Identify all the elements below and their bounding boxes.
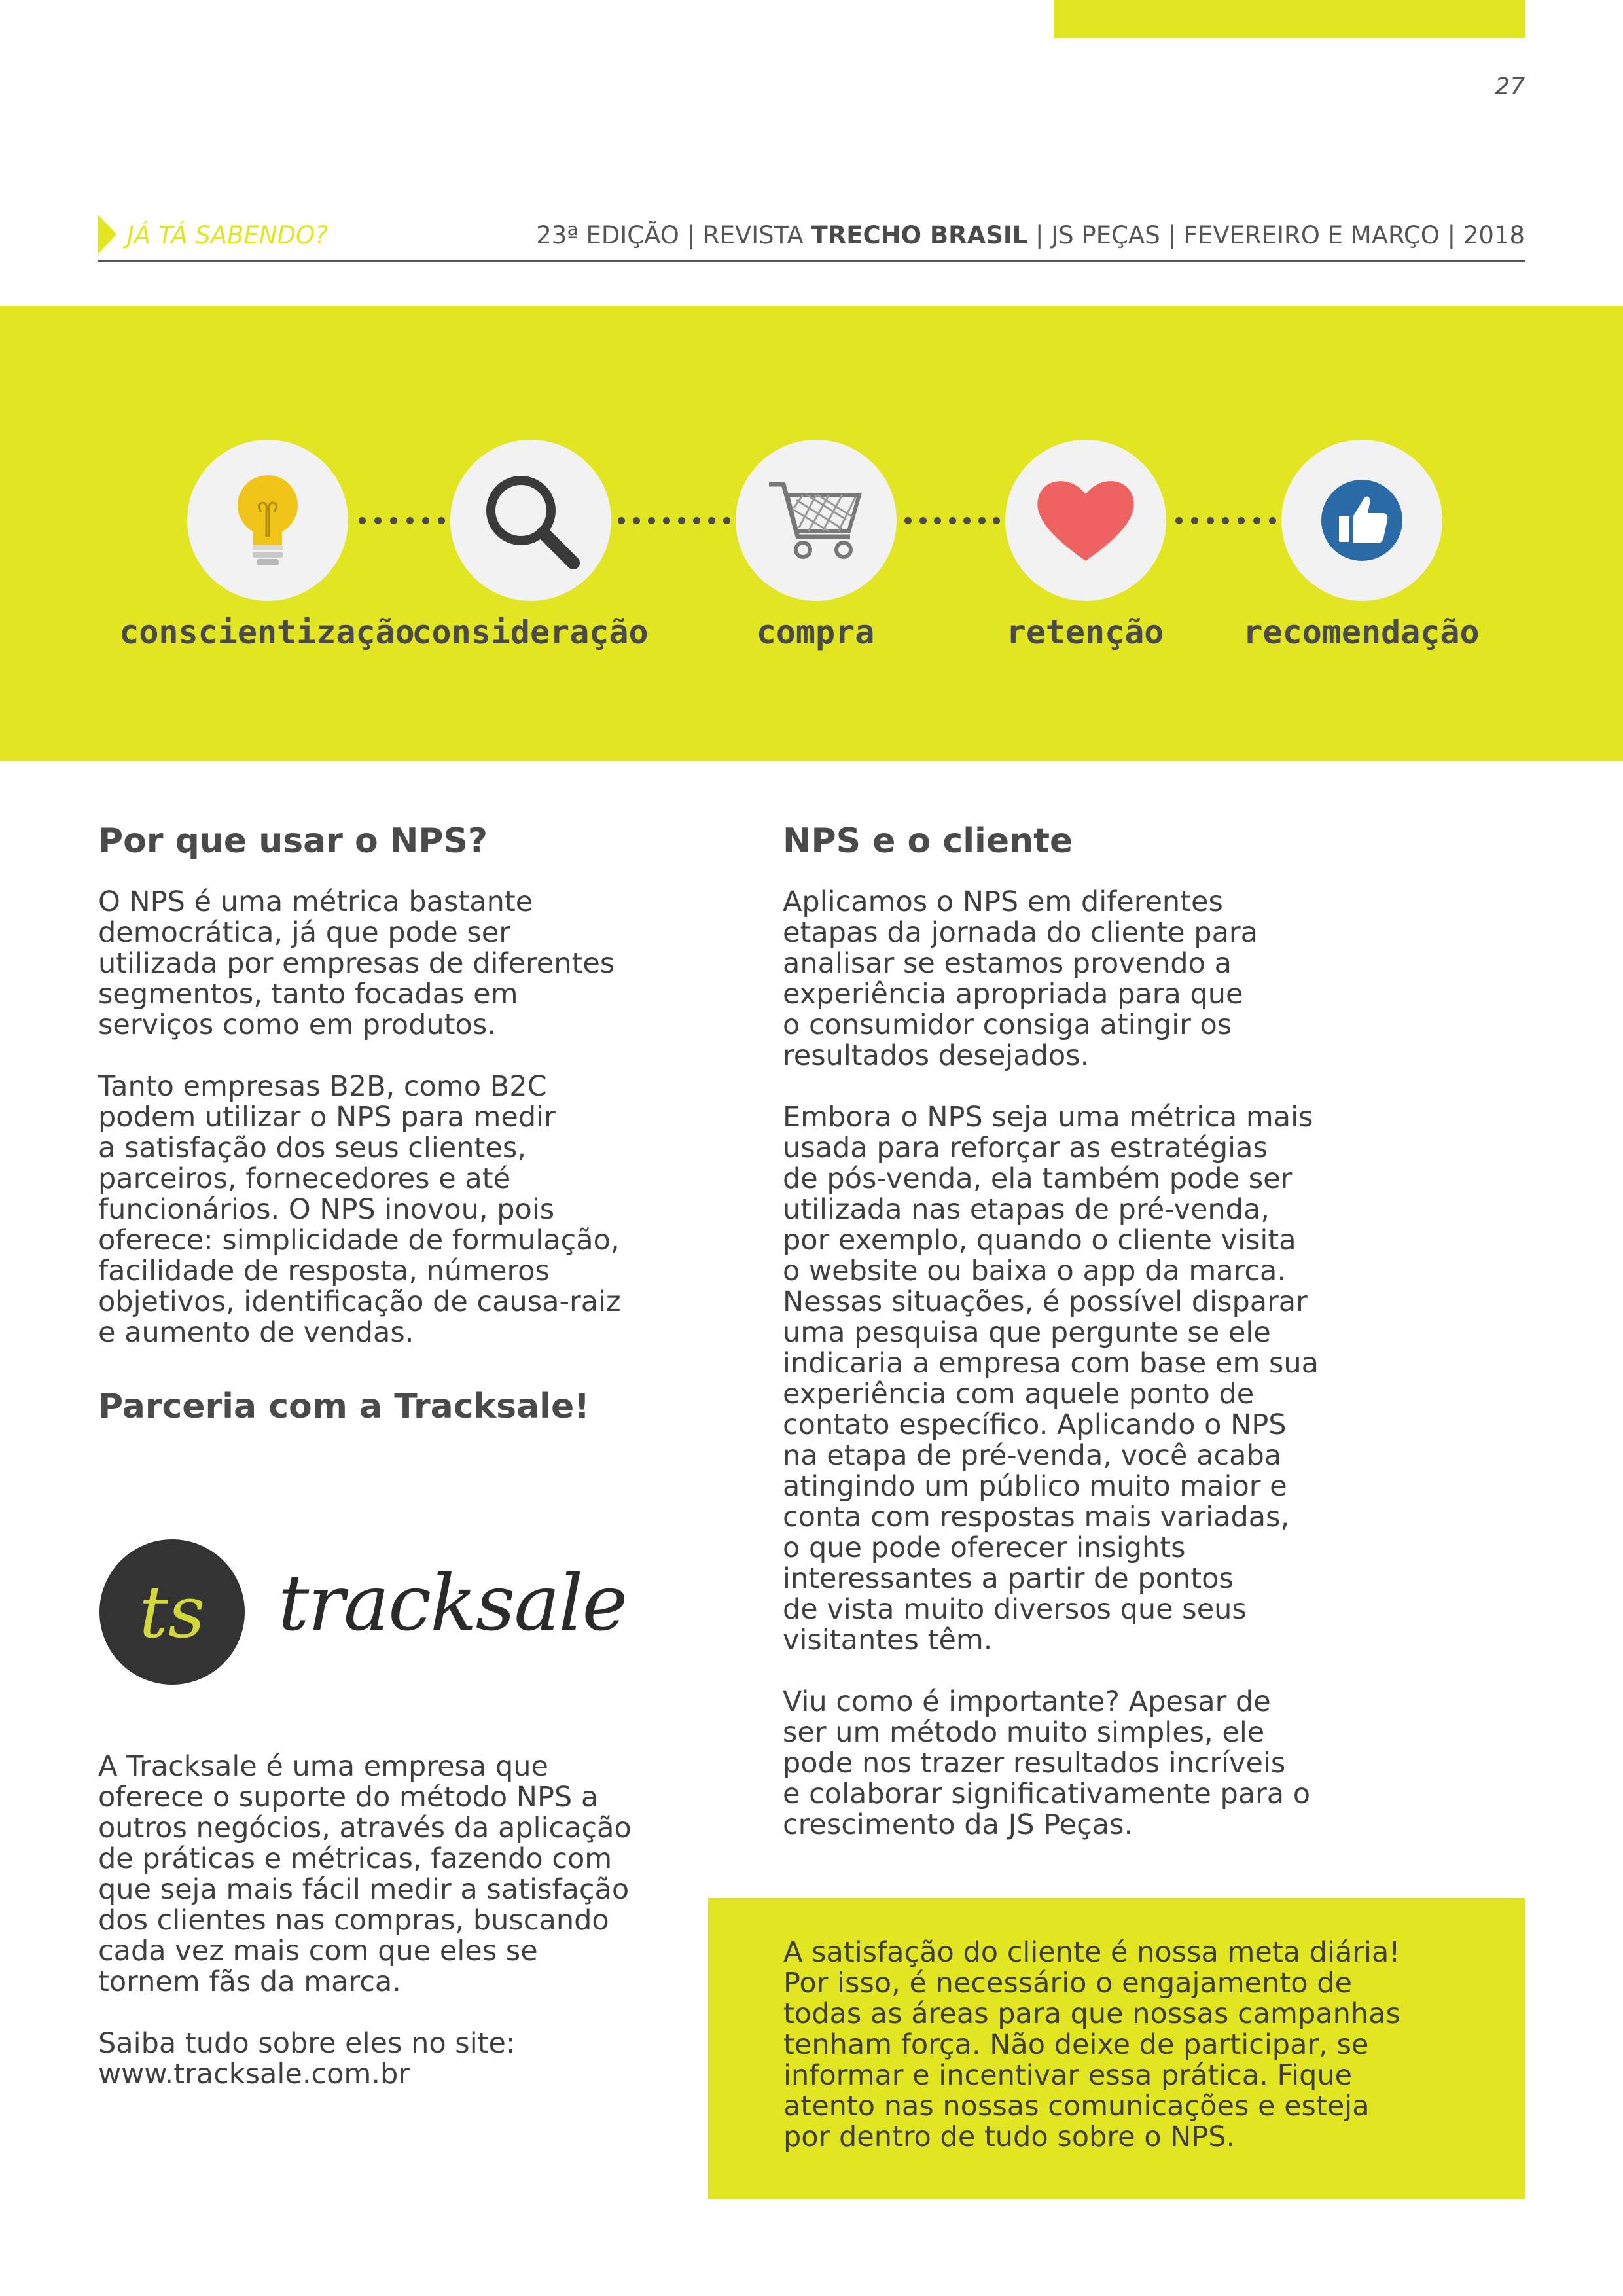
connector-dots — [904, 516, 1000, 524]
left-column-lower — [98, 1751, 674, 2090]
edition-suffix: | JS PEÇAS | FEVEREIRO E MARÇO | 2018 — [1027, 221, 1525, 249]
step-label-recommendation: recomendação — [1243, 613, 1480, 651]
heart-icon — [1005, 440, 1166, 601]
step-label-retention: retenção — [1006, 613, 1164, 651]
paragraph: Viu como é importante? Apesar de ser um método muito simples, ele pode nos trazer resultados incríveis e colaborar significativamente para o crescimento da JS Peças. — [783, 1685, 1311, 1841]
paragraph-website: Saiba tudo sobre eles no site: www.tracksale.com.br — [98, 2027, 516, 2090]
step-label-consideration: consideração — [412, 613, 649, 651]
left-column — [98, 821, 674, 1426]
callout-box — [708, 1898, 1525, 2199]
step-label-purchase: compra — [756, 613, 875, 651]
shopping-cart-icon — [736, 440, 897, 601]
magnifier-icon — [450, 440, 611, 601]
step-label-awareness: conscientização — [119, 613, 415, 651]
connector-dots — [618, 516, 730, 524]
customer-journey-banner — [0, 306, 1623, 761]
callout-text: A satisfação do cliente é nossa meta diária! Por isso, é necessário o engajamento de todas as áreas para que nossas campanhas tenham força. Não deixe de participar, se informar e incentivar essa prática. Fique atento nas nossas comunicações e esteja por dentro de tudo sobre o NPS. — [783, 1936, 1400, 2153]
paragraph: Tanto empresas B2B, como B2C podem utilizar o NPS para medir a satisfação dos seus clientes, parceiros, fornecedores e até funcionários. O NPS inovou, pois oferece: simplicidade de formulação, facilidade de resposta, números objetivos, identificação de causa-raiz e aumento de vendas. — [98, 1070, 621, 1349]
paragraph: Embora o NPS seja uma métrica mais usada para reforçar as estratégias de pós-venda, ela também pode ser utilizada nas etapas de pré-venda, por exemplo, quando o cliente visita o website ou baixa o app da marca. Nessas situações, é possível disparar uma pesquisa que pergunte se ele indicaria a empresa com base em sua experiência com aquele ponto de contato específico. Aplicando o NPS na etapa de pré-venda, você acaba atingindo um público muito maior e conta com respostas mais variadas, o que pode oferecer insights interessantes a partir de pontos de vista muito diversos que seus visitantes têm. — [783, 1101, 1319, 1657]
page-header — [98, 215, 1525, 262]
section-title-tracksale: Parceria com a Tracksale! — [98, 1387, 590, 1426]
connector-dots — [1175, 516, 1276, 524]
paragraph: O NPS é uma métrica bastante democrática, já que pode ser utilizada por empresas de diferentes segmentos, tanto focadas em serviços como em produtos. — [98, 886, 615, 1041]
section-label: JÁ TÁ SABENDO? — [127, 221, 328, 249]
magazine-name: TRECHO BRASIL — [811, 221, 1028, 249]
paragraph: Aplicamos o NPS em diferentes etapas da jornada do cliente para analisar se estamos provendo a experiência apropriada para que o consumidor consiga atingir os resultados desejados. — [783, 886, 1258, 1072]
right-column — [783, 821, 1437, 1841]
section-title-why-nps: Por que usar o NPS? — [98, 821, 488, 861]
top-color-tab — [1054, 0, 1525, 38]
page-number: 27 — [1495, 73, 1525, 100]
edition-prefix: 23ª EDIÇÃO | REVISTA — [536, 221, 812, 249]
tracksale-logo-mark — [99, 1539, 245, 1685]
lightbulb-icon — [187, 440, 348, 601]
section-title-nps-customer: NPS e o cliente — [783, 821, 1073, 861]
thumbs-up-icon — [1281, 440, 1442, 601]
edition-info — [536, 221, 1525, 249]
logo-initials: ts — [139, 1570, 205, 1654]
paragraph: A Tracksale é uma empresa que oferece o suporte do método NPS a outros negócios, através da aplicação de práticas e métricas, fazendo com que seja mais fácil medir a satisfação dos clientes nas compras, buscando cada vez mais com que eles se tornem fãs da marca. — [98, 1750, 632, 1998]
section-arrow-icon — [98, 215, 116, 254]
tracksale-logo-wordmark: tracksale — [278, 1558, 627, 1648]
connector-dots — [359, 516, 445, 524]
